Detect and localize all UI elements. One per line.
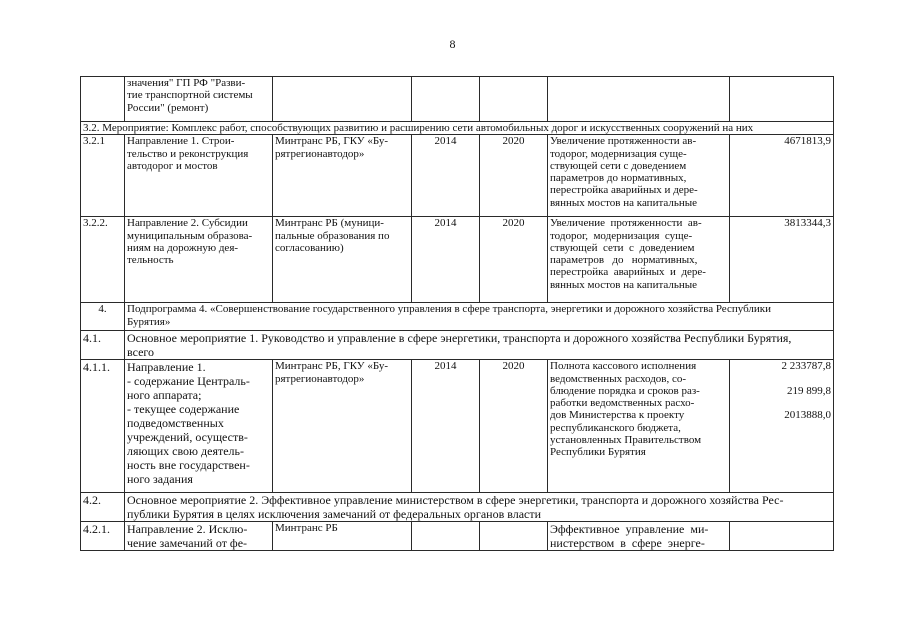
table-row (81, 77, 834, 122)
cell-end-year (480, 77, 548, 122)
cell-number: 4. (81, 303, 125, 331)
cell-executor: Минтранс РБ (273, 522, 412, 551)
cell-amounts (730, 360, 834, 493)
table-row (81, 303, 834, 331)
page-number: 8 (449, 37, 456, 51)
amount-central-office: 219 899,8 (787, 384, 831, 397)
table-row (81, 135, 834, 217)
cell-number: 4.1. (81, 331, 125, 360)
cell-result: Полнота кассового исполнения ведомственных расходов, со- блюдение порядка и сроков раз- работки ведомственных расхо- дов Министерства к проекту республиканского бюджета, установленных Правительством Республики Бурятия (548, 360, 730, 493)
cell-start-year: 2014 (412, 360, 480, 493)
main-activity-heading: Основное мероприятие 2. Эффективное управление министерством в сфере энергетики, транспорта и дорожного хозяйства Рес- публики Бурятия в целях исключения замечаний от федеральных органов власти (125, 493, 834, 522)
table-row (81, 122, 834, 135)
table-row (81, 493, 834, 522)
table-row (81, 331, 834, 360)
cell-result: Увеличение протяженности ав- тодорог, модернизация суще- ствующей сети с доведением параметров до нормативных, перестройка аварийных и дере- вянных мостов на капитальные (548, 217, 730, 303)
cell-result: Увеличение протяженности ав- тодорог, модернизация суще- ствующей сети с доведением параметров до нормативных, перестройка аварийных и дере- вянных мостов на капитальные (548, 135, 730, 217)
cell-executor (273, 77, 412, 122)
cell-start-year: 2014 (412, 217, 480, 303)
cell-number: 3.2.2. (81, 217, 125, 303)
amount-subordinate-institutions: 2013888,0 (784, 408, 831, 421)
table-row (81, 360, 834, 493)
cell-executor: Минтранс РБ, ГКУ «Бу- рятрегионавтодор» (273, 360, 412, 493)
cell-name: Направление 1. Строи- тельство и реконструкция автодорог и мостов (125, 135, 273, 217)
cell-start-year (412, 522, 480, 551)
cell-start-year (412, 77, 480, 122)
cell-amount: 4671813,9 (730, 135, 834, 217)
cell-result (548, 77, 730, 122)
cell-start-year: 2014 (412, 135, 480, 217)
cell-name: значения" ГП РФ "Разви- тие транспортной системы России" (ремонт) (125, 77, 273, 122)
cell-name: Направление 1. - содержание Централь- ного аппарата; - текущее содержание подведомственных учреждений, осуществ- ляющих свою деятель- ность вне государствен- ного задания (125, 360, 273, 493)
main-activity-heading: Основное мероприятие 1. Руководство и управление в сфере энергетики, транспорта и дорожного хозяйства Республики Бурятия, всего (125, 331, 834, 360)
cell-number: 4.1.1. (81, 360, 125, 493)
action-plan-table (80, 76, 834, 551)
cell-number: 4.2. (81, 493, 125, 522)
subprogram-heading: Подпрограмма 4. «Совершенствование государственного управления в сфере транспорта, энергетики и дорожного хозяйства Республики Бурятия» (125, 303, 834, 331)
cell-result: Эффективное управление ми- нистерством в сфере энерге- (548, 522, 730, 551)
cell-name: Направление 2. Субсидии муниципальным образова- ниям на дорожную дея- тельность (125, 217, 273, 303)
cell-executor: Минтранс РБ (муници- пальные образования по согласованию) (273, 217, 412, 303)
table-row (81, 217, 834, 303)
amount-total: 2 233787,8 (781, 360, 831, 373)
cell-end-year: 2020 (480, 217, 548, 303)
cell-amount (730, 77, 834, 122)
cell-end-year: 2020 (480, 360, 548, 493)
table-row (81, 522, 834, 551)
cell-number: 3.2.1 (81, 135, 125, 217)
cell-executor: Минтранс РБ, ГКУ «Бу- рятрегионавтодор» (273, 135, 412, 217)
activity-heading: 3.2. Мероприятие: Комплекс работ, способствующих развитию и расширению сети автомобильных дорог и искусственных сооружений на них (81, 122, 834, 135)
cell-end-year (480, 522, 548, 551)
cell-number: 4.2.1. (81, 522, 125, 551)
cell-amount: 3813344,3 (730, 217, 834, 303)
cell-name: Направление 2. Исклю- чение замечаний от фе- (125, 522, 273, 551)
cell-number (81, 77, 125, 122)
cell-amount (730, 522, 834, 551)
cell-end-year: 2020 (480, 135, 548, 217)
